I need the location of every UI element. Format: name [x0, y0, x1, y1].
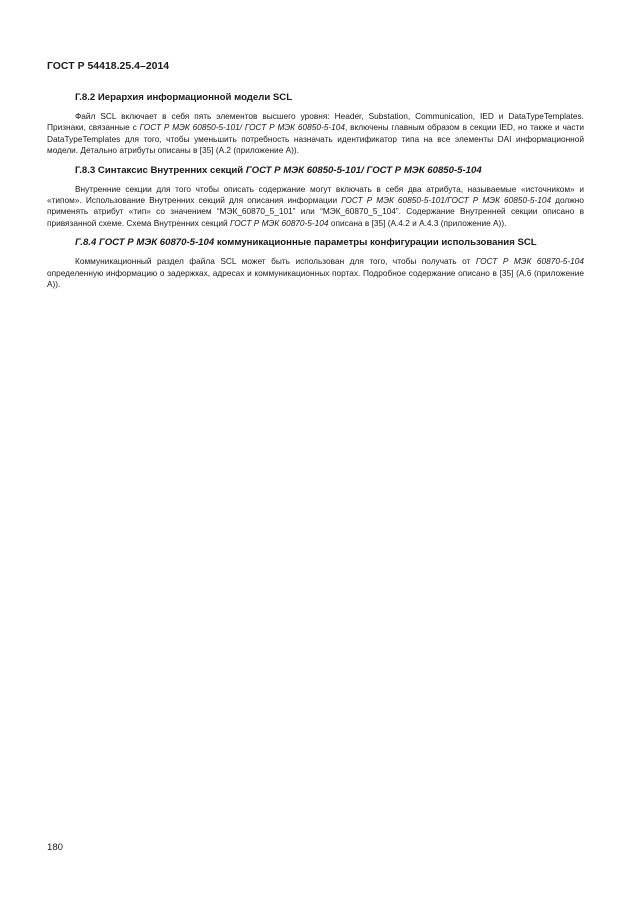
page-number: 180 [47, 842, 64, 853]
italic-run: ГОСТ Р МЭК 60870-5-104 [475, 256, 584, 267]
italic-run: ГОСТ Р МЭК 60850-5-101/ГОСТ Р МЭК 60850-5-104 [341, 195, 552, 206]
section-heading [47, 165, 584, 177]
text-run: описана в [35] (А.4.2 и А.4.3 (приложение А)). [328, 217, 507, 228]
section-g-8-2 [47, 92, 584, 157]
section-paragraph [47, 111, 584, 157]
section-paragraph [47, 184, 584, 230]
section-heading: Г.8.2 Иерархия информационной модели SCL [75, 92, 293, 103]
text-run: Внутренние секции для того чтобы описать содержание могут включать в себя два атрибута, называемые «источником» и «типом». Использование Внутренних секций для описания информации [47, 183, 584, 206]
section-heading [47, 237, 584, 249]
text-run: Г.8.3 Синтаксис Внутренних секций [75, 164, 246, 176]
document-content [47, 92, 584, 290]
section-paragraph [47, 256, 584, 290]
italic-run: Г.8.4 ГОСТ Р МЭК 60870-5-104 [75, 237, 215, 249]
text-run: определенную информацию о задержках, адресах и коммуникационных портах. Подробное содержание описано в [35] (А.6 (приложение А)). [47, 267, 584, 290]
text-run: Коммуникационный раздел файла SCL может быть использован для того, чтобы получать от [75, 256, 476, 267]
standard-designation: ГОСТ Р 54418.25.4–2014 [47, 61, 170, 72]
section-g-8-3 [47, 165, 584, 230]
text-run: Файл SCL включает в себя пять элементов высшего уровня: Header, Substation, Communication, IED и DataTypeTemplates. Признаки, связанные с [47, 111, 584, 133]
italic-run: ГОСТ Р МЭК 60870-5-104 [229, 217, 329, 228]
text-run: коммуникационные параметры конфигурации использования SCL [214, 237, 537, 249]
text-run: , включены главным образом в секции IED, но также и части DataTypeTemplates для того, чтобы уменьшить потребность назначать идентификатор типа на все элементы DAI информационной модели. Детально атрибуты описаны в [35] (А.2 (приложение А)). [47, 122, 585, 156]
italic-run: ГОСТ Р МЭК 60850-5-101/ ГОСТ Р МЭК 60850-5-104 [245, 164, 482, 176]
italic-run: ГОСТ Р МЭК 60850-5-101/ ГОСТ Р МЭК 60850-5-104 [139, 122, 345, 133]
text-run: должно применять атрибут «тип» со значением “МЭК_60870_5_101” или “МЭК_60870_5_104”. Содержание Внутренней секции описано в привязанной схеме. Схема Внутренних секций [47, 195, 584, 228]
section-g-8-4 [47, 237, 584, 290]
